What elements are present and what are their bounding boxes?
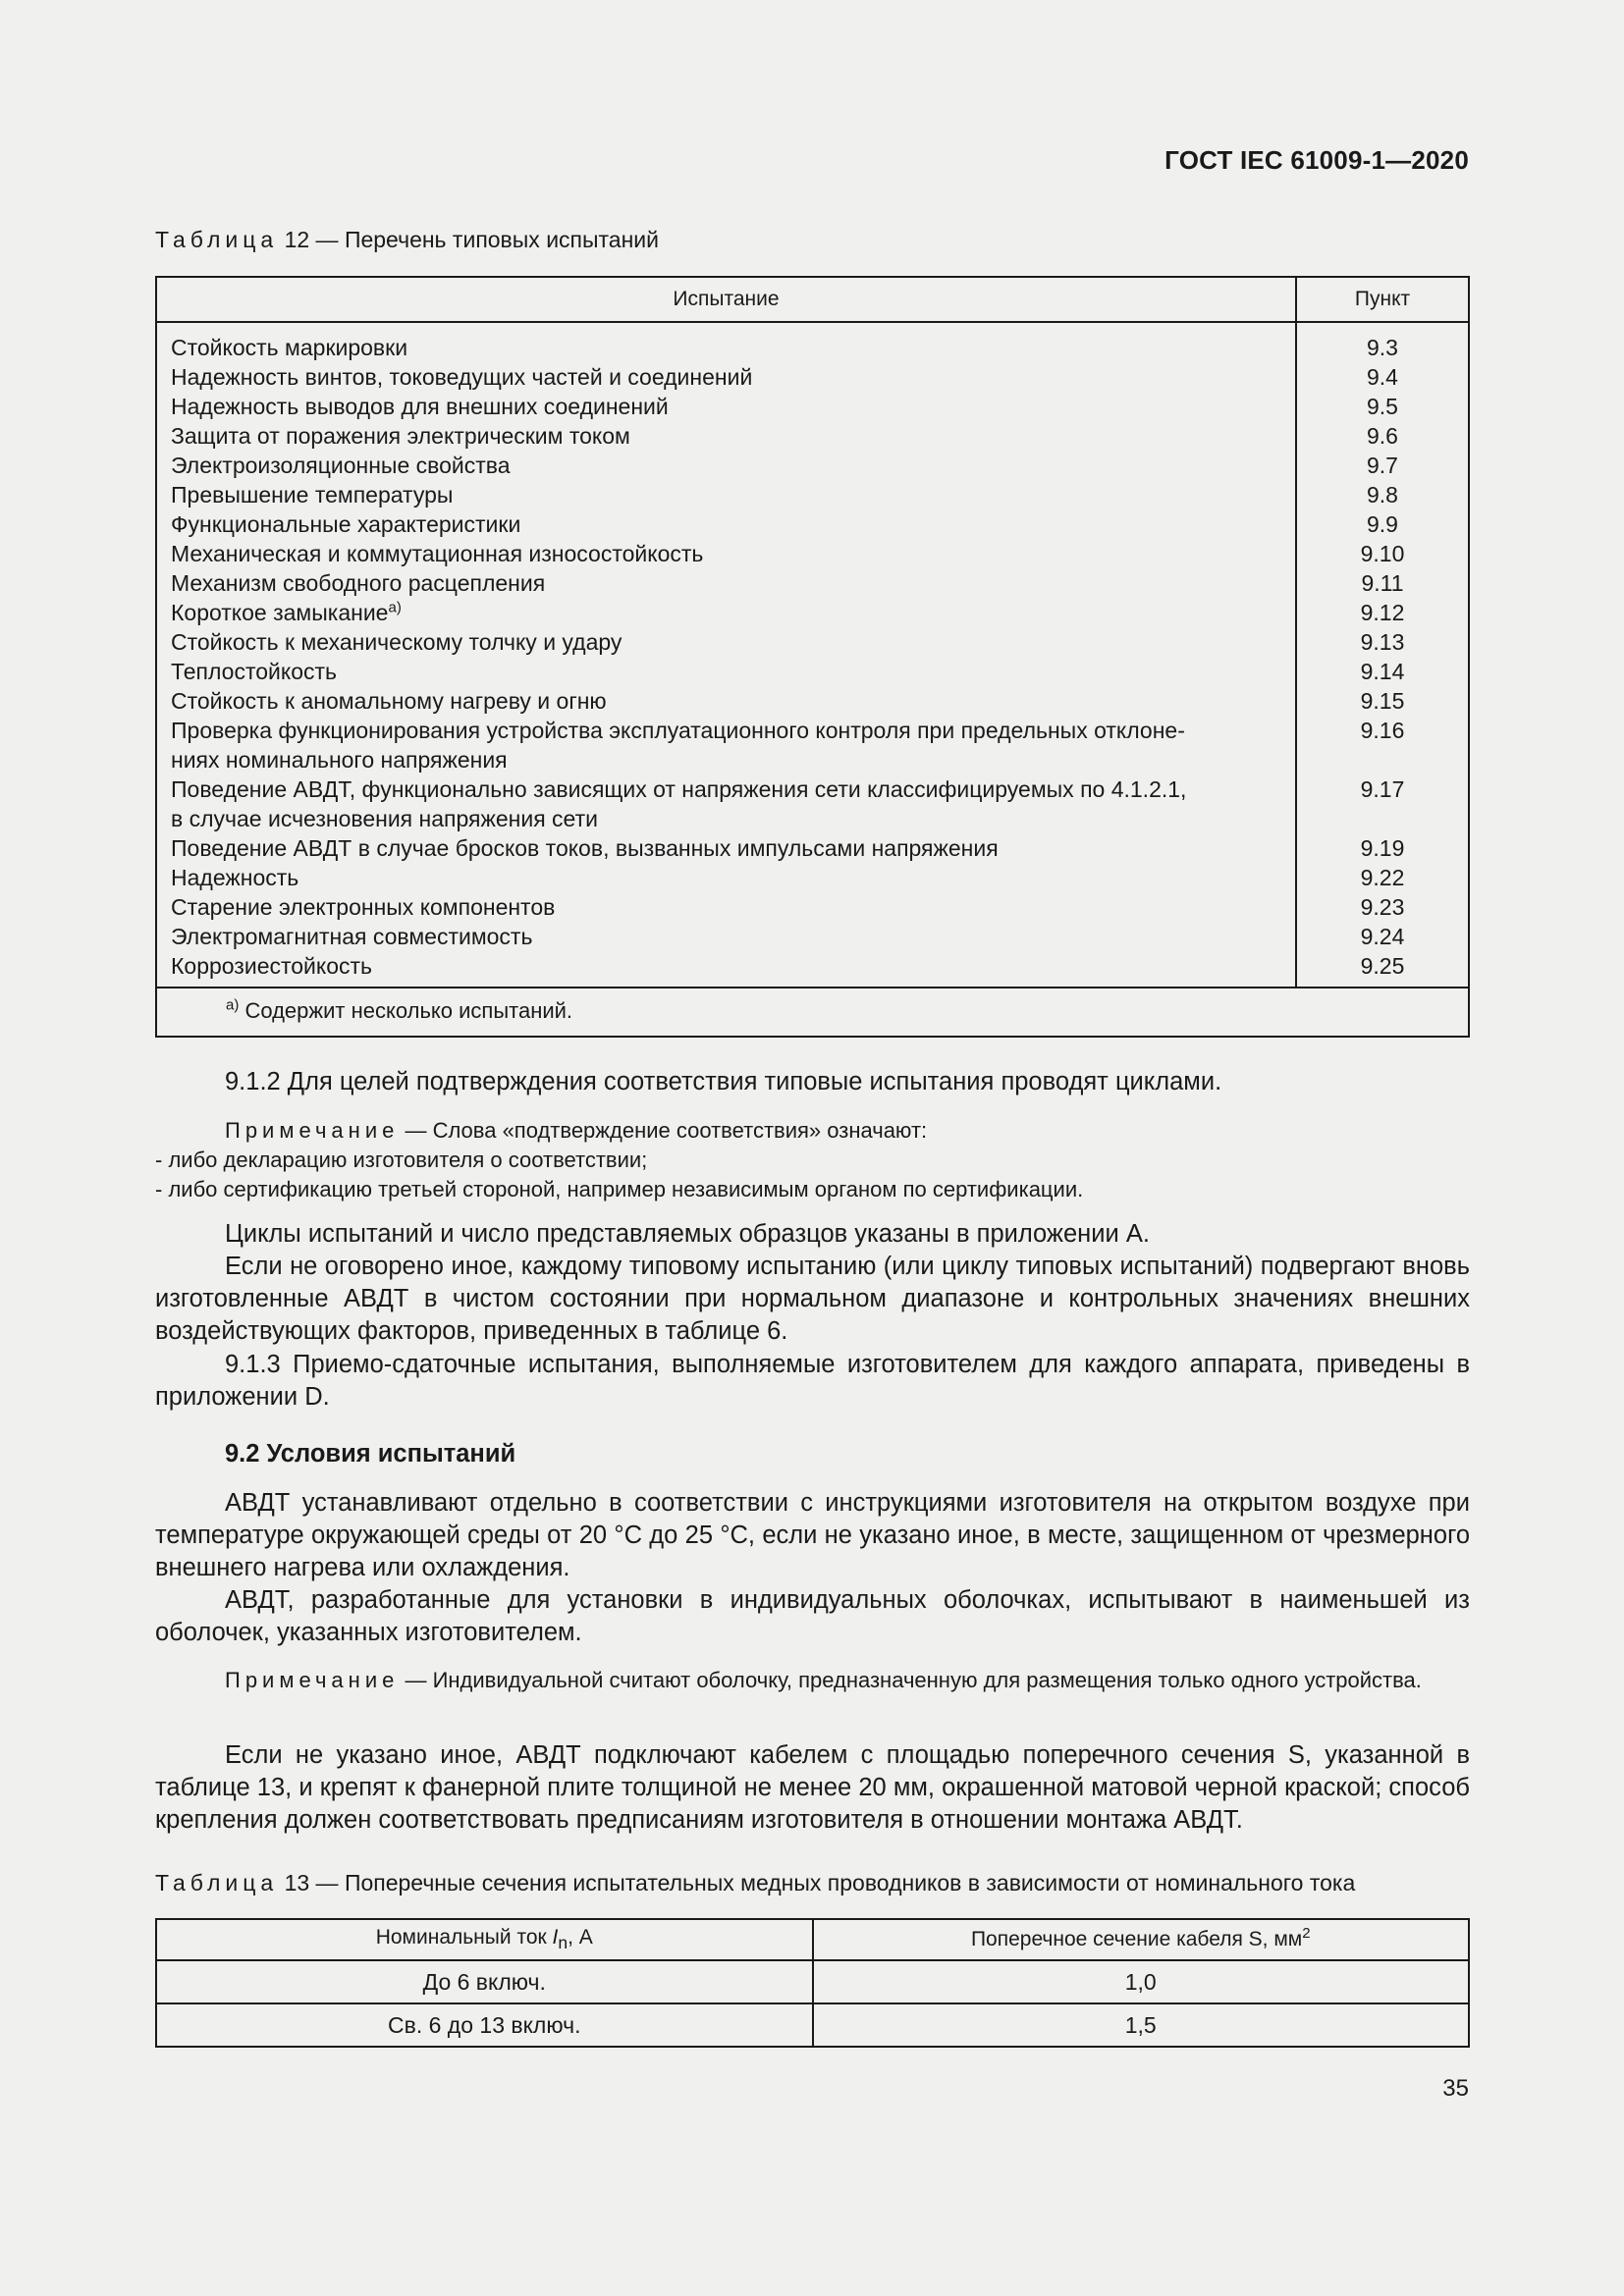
table12-test-line: Стойкость к аномальному нагреву и огню bbox=[171, 688, 607, 714]
table12-test-line: в случае исчезновения напряжения сети bbox=[171, 806, 598, 831]
note-line-certification: - либо сертификацию третьей стороной, например независимым органом по сертификации. bbox=[155, 1177, 1084, 1201]
table12-clause-spacer bbox=[1297, 804, 1468, 833]
table12-test-line: Механическая и коммутационная износостойкость bbox=[171, 541, 704, 566]
table12-clause: 9.10 bbox=[1360, 541, 1405, 566]
paragraph-installation: АВДТ устанавливают отдельно в соответствии с инструкциями изготовителя на открытом воздухе при температуре окружающей среды от 20 °С до 25 °С, если не указано иное, в месте, защищенном от чрезмерного внешнего нагрева или охлаждения. bbox=[155, 1489, 1470, 1581]
section-heading-9-2: 9.2 Условия испытаний bbox=[225, 1440, 516, 1468]
paragraph-enclosure: АВДТ, разработанные для установки в индивидуальных оболочках, испытывают в наименьшей из оболочек, указанных изготовителем. bbox=[155, 1586, 1470, 1646]
table12 bbox=[155, 276, 1470, 1038]
table12-clause: 9.17 bbox=[1360, 776, 1405, 802]
standard-designation: ГОСТ IEC 61009-1—2020 bbox=[1164, 145, 1469, 175]
table12-clause: 9.14 bbox=[1360, 659, 1405, 684]
table12-test-line: Превышение температуры bbox=[171, 482, 454, 507]
table-row bbox=[156, 1960, 1469, 2003]
table12-test-line: Электромагнитная совместимость bbox=[171, 924, 533, 949]
table12-clause: 9.7 bbox=[1367, 453, 1398, 478]
table12-clause: 9.3 bbox=[1367, 335, 1398, 360]
table12-clause: 9.6 bbox=[1367, 423, 1398, 449]
table12-clause: 9.13 bbox=[1360, 629, 1405, 655]
table12-test-line: ниях номинального напряжения bbox=[171, 747, 508, 773]
footnote-marker: a) bbox=[388, 599, 402, 616]
table12-test-line: Проверка функционирования устройства эксплуатационного контроля при предельных отклоне- bbox=[171, 718, 1185, 743]
table12-clause-spacer bbox=[1297, 745, 1468, 774]
paragraph-9-1-2: 9.1.2 Для целей подтверждения соответствия типовые испытания проводят циклами. bbox=[225, 1068, 1222, 1095]
note-confirmation: Примечание — Слова «подтверждение соответствия» означают: - либо декларацию изготовителя о соответствии; - либо сертификацию третьей стороной, например независимым органом по сертификации. bbox=[155, 1116, 1470, 1204]
table12-caption: Таблица 12 — Перечень типовых испытаний bbox=[155, 227, 659, 252]
table12-clause: 9.8 bbox=[1367, 482, 1398, 507]
table12-test-line: Теплостойкость bbox=[171, 659, 338, 684]
table12-test-line: Поведение АВДТ, функционально зависящих от напряжения сети классифицируемых по 4.1.2.1, bbox=[171, 776, 1187, 802]
table12-clause: 9.11 bbox=[1361, 570, 1404, 596]
table13-cell-section: 1,5 bbox=[813, 2003, 1470, 2047]
table12-test-line: Электроизоляционные свойства bbox=[171, 453, 511, 478]
table12-test-line: Надежность bbox=[171, 865, 299, 890]
table12-clause: 9.4 bbox=[1367, 364, 1398, 390]
table12-clause: 9.5 bbox=[1367, 394, 1398, 419]
table12-clause: 9.19 bbox=[1360, 835, 1405, 861]
table12-test-line: Короткое замыкание$^{a)}$ bbox=[171, 599, 402, 625]
table12-test-line: Поведение АВДТ в случае бросков токов, вызванных импульсами напряжения bbox=[171, 835, 999, 861]
table12-clause: 9.22 bbox=[1360, 865, 1405, 890]
paragraph-unless-specified: Если не оговорено иное, каждому типовому испытанию (или циклу типовых испытаний) подвергают вновь изготовленные АВДТ в чистом состоянии при нормальном диапазоне и контрольных значениях внешних воздействующих факторов, приведенных в таблице 6. bbox=[155, 1253, 1470, 1345]
table12-clause: 9.15 bbox=[1360, 688, 1405, 714]
table13-cell-section: 1,0 bbox=[813, 1960, 1470, 2003]
table12-test-line: Коррозиестойкость bbox=[171, 953, 373, 979]
paragraph-cycles: Циклы испытаний и число представляемых образцов указаны в приложении А. bbox=[225, 1220, 1150, 1248]
table12-clause: 9.16 bbox=[1360, 718, 1405, 743]
table12-col-clause: Пункт bbox=[1296, 277, 1469, 322]
page-number: 35 bbox=[1442, 2075, 1469, 2102]
table13-caption: Таблица 13 — Поперечные сечения испытательных медных проводников в зависимости от номинального тока bbox=[155, 1870, 1356, 1896]
table12-footnote: $^{a)}$ Содержит несколько испытаний. bbox=[156, 988, 1469, 1037]
table12-test-line: Стойкость к механическому толчку и удару bbox=[171, 629, 623, 655]
table12-test-line: Надежность выводов для внешних соединений bbox=[171, 394, 669, 419]
table12-clause: 9.9 bbox=[1367, 511, 1398, 537]
table12-test-line: Старение электронных компонентов bbox=[171, 894, 556, 920]
table13-col-section: Поперечное сечение кабеля S, $мм^2$ bbox=[813, 1919, 1470, 1960]
table12-clause: 9.25 bbox=[1360, 953, 1405, 979]
table12-tests-column bbox=[156, 322, 1296, 988]
table13-col-current: Номинальный ток $I_n$, А bbox=[156, 1919, 813, 1960]
table13-cell-current: Св. 6 до 13 включ. bbox=[156, 2003, 813, 2047]
table12-test-line: Защита от поражения электрическим током bbox=[171, 423, 630, 449]
table-row bbox=[156, 2003, 1469, 2047]
table13 bbox=[155, 1918, 1470, 2048]
paragraph-cable: Если не указано иное, АВДТ подключают кабелем с площадью поперечного сечения S, указанной в таблице 13, и крепят к фанерной плите толщиной не менее 20 мм, окрашенной матовой черной краской; способ крепления должен соответствовать предписаниям изготовителя в отношении монтажа АВДТ. bbox=[155, 1741, 1470, 1834]
table13-cell-current: До 6 включ. bbox=[156, 1960, 813, 2003]
table12-clauses-column bbox=[1296, 322, 1469, 988]
note-enclosure: Примечание — Индивидуальной считают оболочку, предназначенную для размещения только одного устройства. bbox=[225, 1668, 1422, 1692]
table12-col-test: Испытание bbox=[156, 277, 1296, 322]
table12-test-line: Стойкость маркировки bbox=[171, 335, 408, 360]
paragraph-9-1-3: 9.1.3 Приемо-сдаточные испытания, выполняемые изготовителем для каждого аппарата, приведены в приложении D. bbox=[155, 1351, 1470, 1411]
table12-test-line: Механизм свободного расцепления bbox=[171, 570, 546, 596]
note-line-declaration: - либо декларацию изготовителя о соответствии; bbox=[155, 1148, 648, 1172]
table12-clause: 9.24 bbox=[1360, 924, 1405, 949]
table12-clause: 9.12 bbox=[1360, 600, 1405, 625]
table12-test-line: Функциональные характеристики bbox=[171, 511, 521, 537]
table12-test-line: Надежность винтов, токоведущих частей и соединений bbox=[171, 364, 753, 390]
table12-clause: 9.23 bbox=[1360, 894, 1405, 920]
